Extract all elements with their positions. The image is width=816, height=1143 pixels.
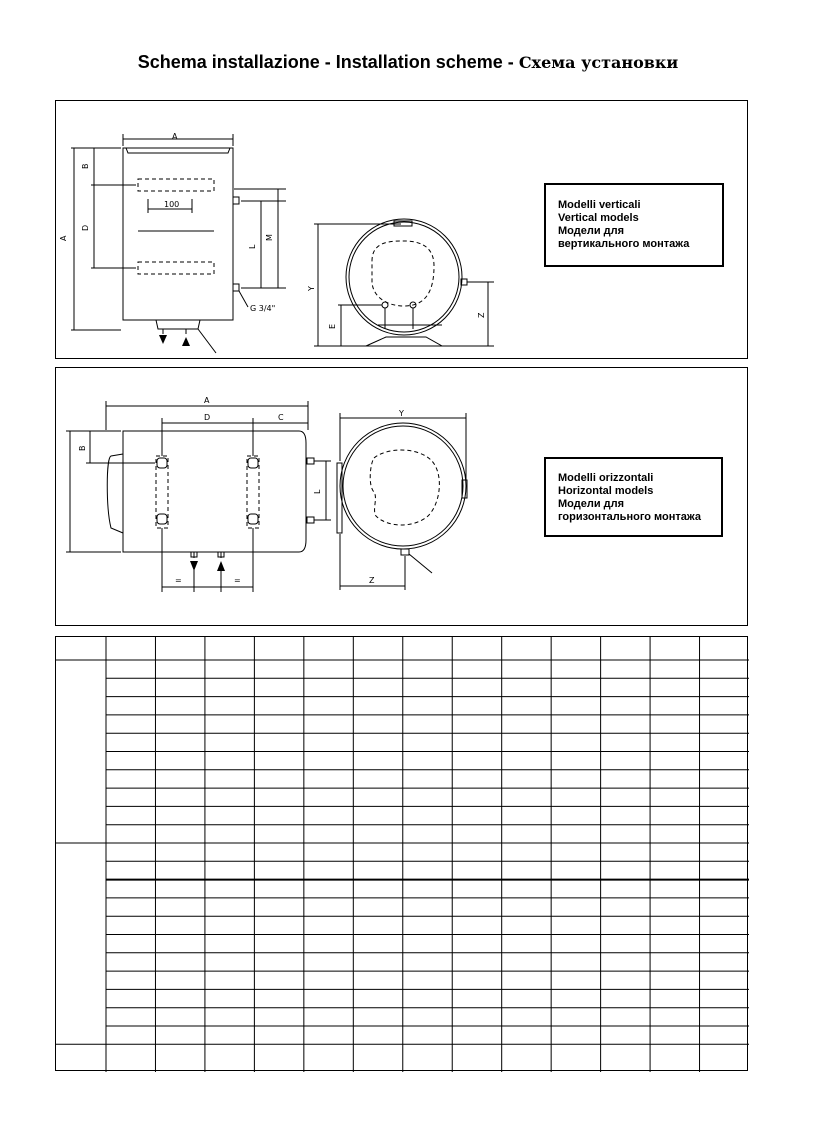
legend-line-ru-1: Модели для bbox=[558, 225, 625, 237]
inner-flange-h bbox=[370, 450, 439, 525]
inner-flange-dashed bbox=[372, 241, 434, 306]
page-title bbox=[0, 52, 816, 73]
pipe-stub-top bbox=[307, 458, 314, 464]
dim-label-d: D bbox=[81, 224, 90, 231]
dim-label-l: L bbox=[248, 244, 257, 249]
title-latin: Schema installazione - Installation scheme - bbox=[137, 52, 519, 72]
arrow-down-icon bbox=[190, 561, 198, 571]
dim-label-100: 100 bbox=[164, 200, 180, 209]
upper-bracket bbox=[138, 179, 214, 191]
dim-label-y: Y bbox=[399, 409, 404, 418]
tank-side-view bbox=[346, 219, 462, 335]
dim-label-eq2: = bbox=[234, 576, 241, 585]
pipe-stub-lower bbox=[233, 284, 239, 291]
arrow-down-icon bbox=[159, 335, 167, 344]
legend-line-it: Modelli orizzontali bbox=[558, 472, 654, 484]
base-foot bbox=[366, 337, 442, 346]
dim-label-e: E bbox=[328, 323, 337, 329]
tank-left-cap bbox=[107, 454, 123, 533]
lower-bracket bbox=[138, 262, 214, 274]
tank-top-cap bbox=[126, 148, 230, 153]
dim-label-b: B bbox=[81, 163, 90, 169]
legend-line-it: Modelli verticali bbox=[558, 199, 641, 211]
dim-label-c: C bbox=[278, 413, 284, 422]
pipe-stub-bottom bbox=[307, 517, 314, 523]
dim-label-a: A bbox=[172, 132, 178, 141]
dimensions-table bbox=[55, 636, 748, 1071]
title-russian: Схема установки bbox=[518, 53, 679, 72]
horizontal-models-legend bbox=[544, 457, 723, 537]
arrow-up-icon bbox=[217, 561, 225, 571]
thread-label: G 3/4" bbox=[250, 304, 276, 313]
pipe-stub-upper bbox=[233, 197, 239, 204]
tank-bottom-cap bbox=[156, 320, 200, 329]
dim-label-m: M bbox=[265, 234, 274, 241]
horizontal-installation-panel bbox=[55, 367, 748, 626]
dim-label-y: Y bbox=[307, 286, 316, 291]
tank-body-horizontal bbox=[123, 431, 306, 552]
table-grid bbox=[56, 637, 749, 1072]
dim-label-l: L bbox=[313, 489, 322, 494]
arrow-up-icon bbox=[182, 337, 190, 346]
tank-side-view-h bbox=[340, 423, 466, 549]
legend-line-en: Horizontal models bbox=[558, 485, 654, 497]
dim-label-z: Z bbox=[369, 576, 375, 585]
dim-label-b: B bbox=[78, 445, 87, 451]
legend-line-ru-2: вертикального монтажа bbox=[558, 238, 690, 250]
dim-label-d: D bbox=[204, 413, 211, 422]
dim-label-eq1: = bbox=[175, 576, 182, 585]
dim-label-a-side: A bbox=[59, 235, 68, 241]
tank-body-front bbox=[123, 148, 233, 320]
legend-line-ru-1: Модели для bbox=[558, 498, 625, 510]
vertical-installation-panel bbox=[55, 100, 748, 359]
legend-line-ru-2: горизонтального монтажа bbox=[558, 511, 701, 523]
dim-label-a: A bbox=[204, 396, 210, 405]
vertical-models-legend bbox=[544, 183, 724, 267]
dim-label-z: Z bbox=[477, 312, 486, 318]
legend-line-en: Vertical models bbox=[558, 212, 639, 224]
